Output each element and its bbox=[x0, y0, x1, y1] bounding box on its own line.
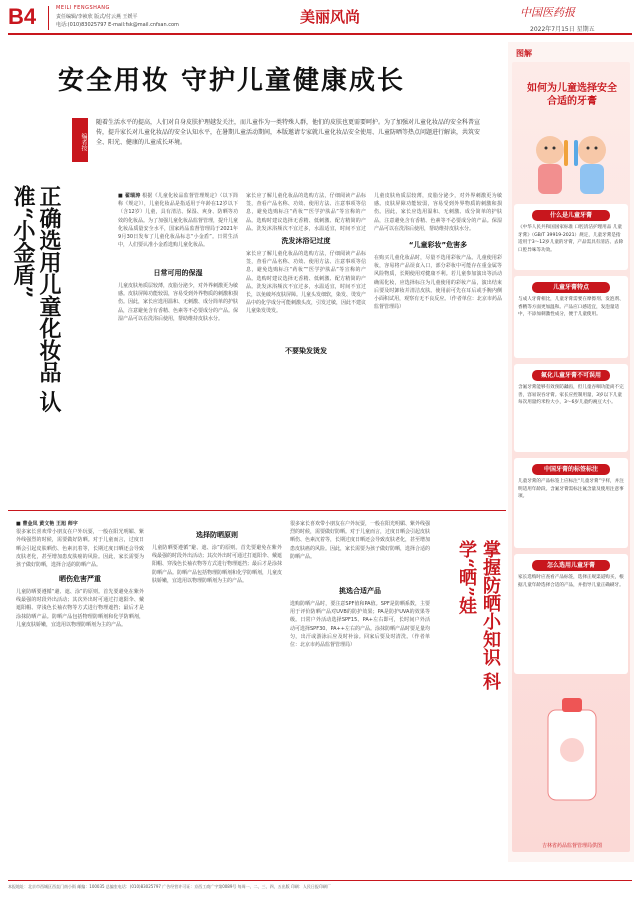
article2-byline: ■ 曹金凤 黄文艳 王旭 师宇 bbox=[16, 521, 78, 527]
article1-column-2: 家长应了解儿童化妆品的选购方法，仔细阅读产品标签，查看产品名称、功效、使用方法、注意事项等信息，避免选购标注“药妆”“医学护肤品”等宣称的产品。选购时建议选择无香精、低刺激、配方精简的产品。洗发沐浴频次不宜过多，水温适宜，时间不宜过长，以免破坏皮肤屏障。儿童头发细软，染发、烫发产品中的化学成分可能刺激头皮，引发过敏，因此不建议儿童染发烫发。 bbox=[246, 251, 366, 315]
article1-subhead-4: “儿童彩妆”危害多 bbox=[408, 241, 468, 249]
header-rule bbox=[8, 33, 632, 35]
article2-column-2: 儿童防晒要遵循“避、遮、涂”的原则。首先要避免在紫外线最强的时段外出活动；其次外出时可通过打遮阳伞、戴遮阳帽、穿浅色长袖衣物等方式进行物理遮挡；最后才是涂抹防晒产品。防晒产品包括物理防晒剂和化学防晒剂，儿童皮肤娇嫩，宜选用以物理防晒剂为主的产品。 bbox=[152, 545, 282, 584]
article1-title-block bbox=[10, 155, 112, 465]
panel-1-head: 什么是儿童牙膏 bbox=[532, 210, 610, 221]
panel-3-text: 含氟牙膏能够有效预防龋齿，但儿童吞咽功能尚不完善，容易误吞牙膏。家长应控制用量，3岁以下儿童每次用量约米粒大小，3～6岁儿童约豌豆大小。 bbox=[518, 385, 624, 406]
contact-line: 电话:(010)83025797 E-mail:fsk@mail.cnfsan.com bbox=[56, 22, 179, 28]
editor-note-tag: 编者按 bbox=[72, 118, 88, 162]
article1-byline: ■ 翟瑞涛 bbox=[118, 193, 141, 199]
panel-4-head: 中国牙膏的标签标注 bbox=[532, 464, 610, 475]
article2-subhead-1: 晒伤危害严重 bbox=[59, 575, 101, 583]
editor-note-text: 随着生活水平的提高，人们对自身皮肤护理越发关注，而儿童作为一类特殊人群，他们的皮肤也更需要呵护。为了加强对儿童化妆品的安全科普宣传，提升家长对儿童化妆品的安全认知水平，在暑期儿童活动期间，本版邀请专家就儿童化妆品安全使用、儿童防晒等热点问题进行解读，共筑安全、阳光、健康的儿童成长环境。 bbox=[96, 119, 481, 146]
panel-5-text: 家长选购时应查看产品标签，选择正规渠道购买，根据儿童年龄选择合适的产品，并指导儿童正确刷牙。 bbox=[518, 575, 624, 588]
article1-subhead-1: 日常可用的保湿 bbox=[153, 269, 203, 277]
editor-credits: 责任编辑/李祯欣 版式/付云燕 王媛平 bbox=[56, 14, 138, 20]
panel-2-text: 与成人牙膏相比，儿童牙膏需要在摩擦剂、发泡剂、香精等方面更加温和。产品应口感适宜，发泡量适中，不添加刺激性成分，便于儿童使用。 bbox=[518, 297, 624, 318]
panel-2-head: 儿童牙膏特点 bbox=[532, 282, 610, 293]
kids-toothbrush-illustration bbox=[520, 120, 624, 200]
article1-column-3a: 儿童皮肤角质层较薄，皮脂分泌少，对外界刺激更为敏感。皮肤屏障功能较弱，容易受到外界物质的刺激和损伤。因此，家长应选用温和、无刺激、成分简单的护肤品，注意避免含有香精、色素等不必要成分的产品。保湿产品可以在洗浴后使用，帮助维持皮肤水分。 bbox=[374, 193, 502, 232]
page-headline: 安全用妆 守护儿童健康成长 bbox=[58, 66, 406, 96]
panel-5-head: 怎么选用儿童牙膏 bbox=[532, 560, 610, 571]
toothpaste-illustration bbox=[528, 690, 616, 820]
infographic-title: 如何为儿童选择安全合适的牙膏 bbox=[527, 83, 617, 107]
panel-1-text: 《中华人民共和国国家标准 口腔清洁护理用品 儿童牙膏》（GB/T 39919-2021）规定，儿童牙膏是指适用于3～12岁儿童的牙膏，产品需具有清洁、去除口腔异味等功效。 bbox=[518, 225, 624, 253]
article2-subhead-3: 挑选合适产品 bbox=[339, 587, 381, 595]
article2-subhead-2: 选择防晒原则 bbox=[196, 531, 238, 539]
article2-col1-text: 很多家长喜欢带小朋友在户外玩耍，一般在阳光明媚、紫外线强烈的时候，需要做好防晒。对于儿童而言，过度日晒会引起皮肤晒伤、色素沉着等，长期过度日晒还会导致皮肤老化，甚至增加患皮肤癌的风险。因此，家长需要为孩子做好防晒，选择合适的防晒产品。 bbox=[16, 529, 144, 569]
newspaper-logo: 中国医药报 bbox=[520, 6, 575, 19]
article2-column-1b: 儿童防晒要遵循“避、遮、涂”的原则。首先要避免在紫外线最强的时段外出活动；其次外出时可通过打遮阳伞、戴遮阳帽、穿浅色长袖衣物等方式进行物理遮挡；最后才是涂抹防晒产品。防晒产品包括物理防晒剂和化学防晒剂，儿童皮肤娇嫩，宜选用以物理防晒剂为主的产品。 bbox=[16, 589, 144, 628]
section-name: 美丽风尚 bbox=[300, 8, 361, 26]
infographic-credit: 吉林省药品监督管理局供图 bbox=[541, 843, 602, 849]
footer-rule bbox=[8, 880, 632, 881]
article1-subhead-2: 洗发沐浴记过度 bbox=[281, 237, 331, 245]
section-rule bbox=[8, 510, 506, 511]
section-name-english: MEILI FENGSHANG bbox=[56, 5, 110, 11]
article2-column-3: 选购防晒产品时，要注意SPF值和PA值。SPF是防晒系数，主要用于评价防晒产品对UVB的防护效果；PA是防护UVA的效果等级。日常户外活动选择SPF15、PA+左右即可，长时间户外活动可选择SPF30、PA++左右的产品。涂抹防晒产品时要足量均匀，出汗或游泳后应及时补涂。回家后要及时清洗。（作者单位：北京市药品监督管理局） bbox=[290, 601, 430, 649]
article2-column-3a: 很多家长喜欢带小朋友在户外玩耍，一般在阳光明媚、紫外线强烈的时候，需要做好防晒。对于儿童而言，过度日晒会引起皮肤晒伤、色素沉着等，长期过度日晒还会导致皮肤老化，甚至增加患皮肤癌的风险。因此，家长需要为孩子做好防晒，选择合适的防晒产品。 bbox=[290, 521, 430, 560]
panel-3-head: 氟化儿童牙膏不可误用 bbox=[532, 370, 610, 381]
article1-subhead-3: 不要染发烫发 bbox=[285, 347, 327, 355]
masthead-divider bbox=[48, 6, 49, 30]
article1-column-1b: 儿童皮肤角质层较薄，皮脂分泌少，对外界刺激更为敏感。皮肤屏障功能较弱，容易受到外界物质的刺激和损伤。因此，家长应选用温和、无刺激、成分简单的护肤品，注意避免含有香精、色素等不必要成分的产品。保湿产品可以在洗浴后使用，帮助维持皮肤水分。 bbox=[118, 283, 238, 322]
infographic-label: 图解 bbox=[516, 49, 532, 58]
article1-title: 正确选用儿童化妆品 认准“小金盾” bbox=[10, 185, 62, 413]
article1-col1-text: 根据《儿童化妆品监督管理规定》（以下简称《规定》），儿童化妆品是指适用于年龄在12岁以下（含12岁）儿童，具有清洁、保湿、爽身、防晒等功效的化妆品。为了加强儿童化妆品监督管理，提升儿童化妆品质量安全水平，国家药品监督管理局于2021年9月30日发布了儿童化妆品标志“小金盾”。日常生活中，人们要认准小金盾选购儿童化妆品。 bbox=[118, 193, 238, 249]
article1-column-3: 在购买儿童化妆品时，尽量不选用彩妆产品。儿童使用彩妆，容易将产品误食入口，部分彩妆中可能存在重金属等风险物质，长期使用对健康不利。若儿童参加演出等活动确需化妆，应选择标注为儿童使用的彩妆产品，演出结束后要及时卸妆并清洁皮肤。使用前可先在耳后或手腕内侧小面积试用，观察有无不良反应。（作者单位：北京市药品监督管理局） bbox=[374, 255, 502, 311]
article1-column-2a: 家长应了解儿童化妆品的选购方法，仔细阅读产品标签，查看产品名称、功效、使用方法、注意事项等信息，避免选购标注“药妆”“医学护肤品”等宣称的产品。选购时建议选择无香精、低刺激、配方精简的产品。洗发沐浴频次不宜过多，水温适宜，时间不宜过 bbox=[246, 193, 366, 232]
panel-4-text: 儿童牙膏的产品标签上应标注“儿童牙膏”字样，并注明适用年龄段。含氟牙膏需标注氟含量及使用注意事项。 bbox=[518, 479, 624, 500]
issue-date: 2022年7月15日 星期五 bbox=[530, 26, 595, 33]
page-number: B4 bbox=[8, 4, 37, 29]
article2-title: 掌握防晒小知识 科学“晒”娃 bbox=[456, 540, 501, 691]
page-footer: 本报地址：北京市西城区西直门南小街 邮编：100035 总编室电话：(010)83025797 广告经营许可证：京西工商广字第0089号 每周一、二、三、四、五出版 印刷：人民日报印刷厂 bbox=[8, 884, 331, 889]
masthead bbox=[0, 0, 640, 36]
